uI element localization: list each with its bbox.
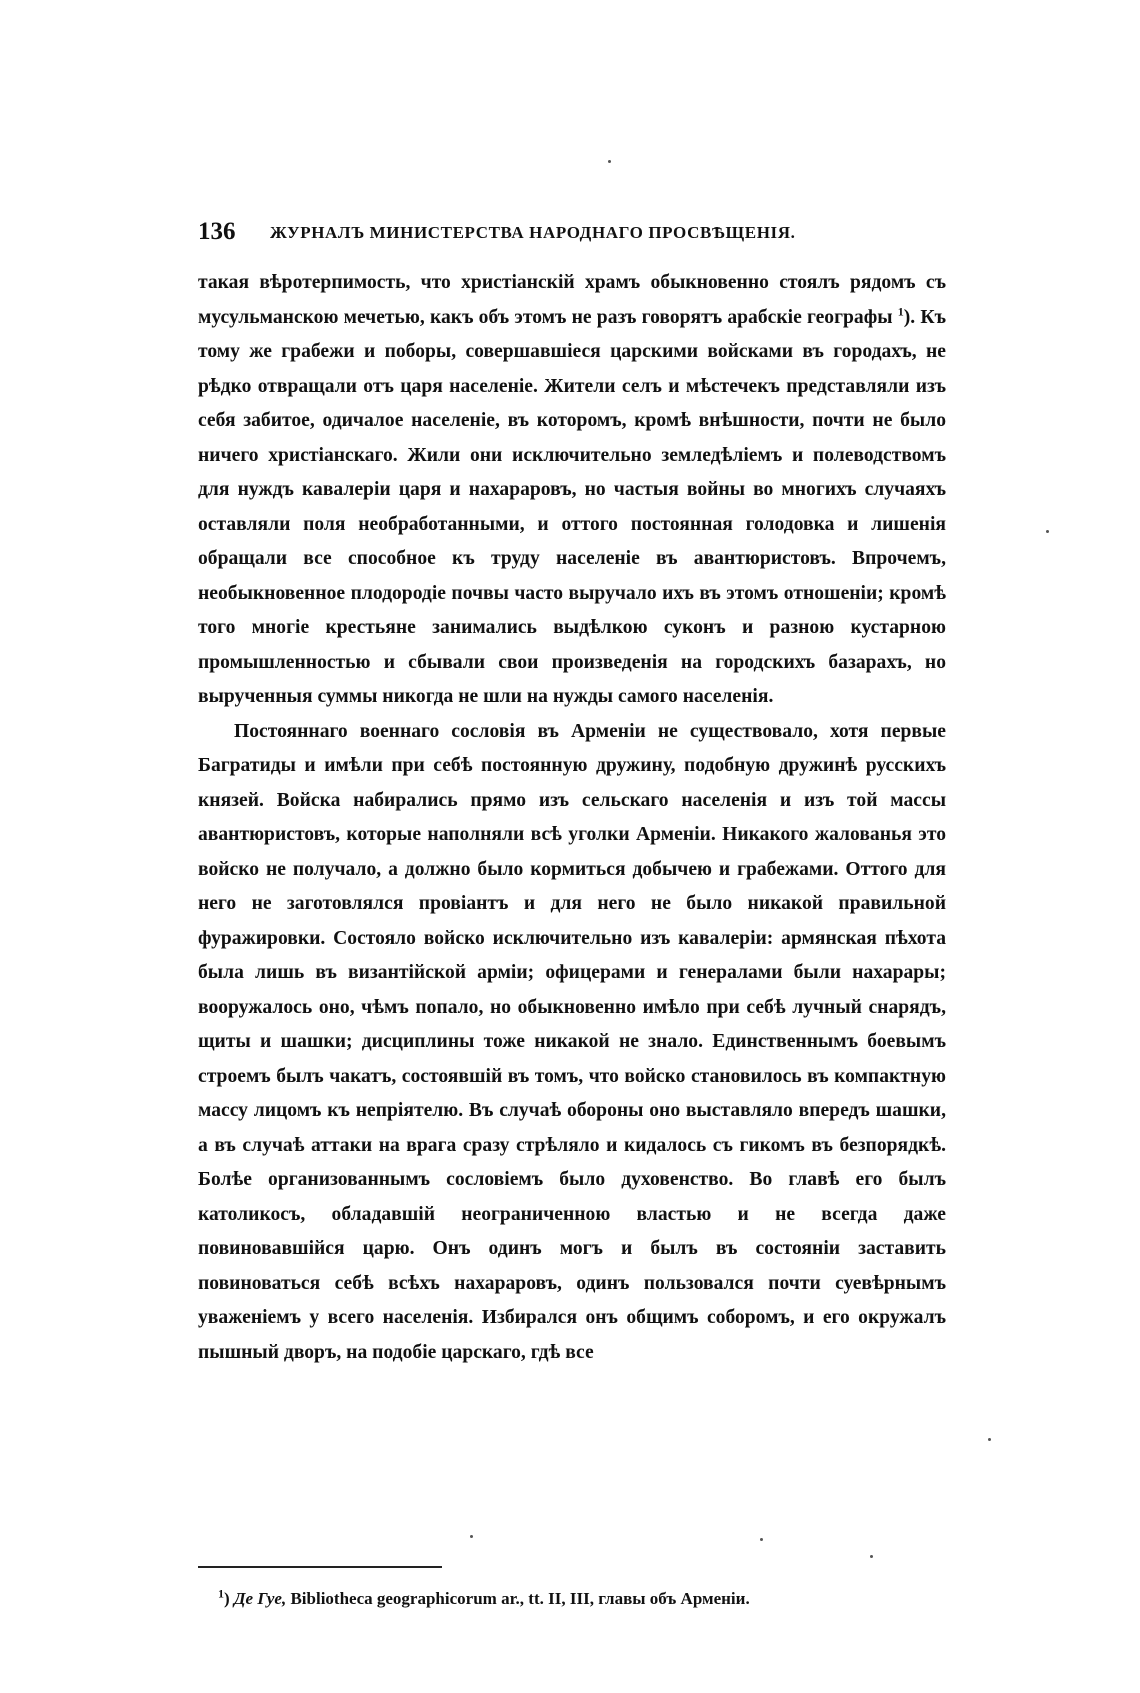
footnote-reference: 1 bbox=[897, 303, 904, 318]
scan-speck bbox=[988, 1438, 991, 1441]
paragraph-2: Постояннаго военнаго сословія въ Арменіи не существовало, хотя первые Багратиды и имѣли при себѣ постоянную дружину, подобную дружинѣ русскихъ князей. Войска набирались прямо изъ сельскаго населенія и изъ той массы авантюристовъ, которые наполняли всѣ уголки Арменіи. Никакого жалованья это войско не получало, а должно было кормиться добычею и грабежами. Оттого для него не заготовлялся провіантъ и для него не было никакой правильной фуражировки. Состояло войско исключительно изъ кавалеріи: армянская пѣхота была лишь въ византійской арміи; офицерами и генералами были нахарары; вооружалось оно, чѣмъ попало, но обыкновенно имѣло при себѣ лучный снарядъ, щиты и шашки; дисциплины тоже никакой не знало. Единственнымъ боевымъ строемъ былъ чакатъ, состоявшій въ томъ, что войско становилось въ компактную массу лицомъ къ непріятелю. Въ случаѣ обороны оно выставляло впередъ шашки, а въ случаѣ аттаки на врага сразу стрѣляло и кидалось съ гикомъ въ безпорядкѣ. Болѣе организованнымъ сословіемъ было духовенство. Во главѣ его былъ католикосъ, обладавшій неограниченною властью и не всегда даже повиновавшійся царю. Онъ одинъ могъ и былъ въ состояніи заставить повиноваться себѣ всѣхъ нахараровъ, одинъ пользовался почти суевѣрнымъ уваженіемъ у всего населенія. Избирался онъ общимъ соборомъ, и его окружалъ пышный дворъ, на подобіе царскаго, гдѣ все bbox=[198, 720, 946, 1363]
footnote bbox=[218, 1586, 958, 1612]
body-text bbox=[198, 266, 946, 1370]
footnote-paren: ) bbox=[224, 1589, 234, 1608]
journal-title: ЖУРНАЛЪ МИНИСТЕРСТВА НАРОДНАГО ПРОСВѢЩЕНІЯ. bbox=[270, 223, 796, 242]
running-head bbox=[198, 215, 946, 255]
paragraph-1 bbox=[198, 266, 946, 715]
footnote-text: Bibliotheca geographicorum ar., tt. II, III, главы объ Арменіи. bbox=[290, 1589, 750, 1608]
scan-speck bbox=[870, 1555, 873, 1558]
paragraph-1-text-after-note: ). Къ тому же грабежи и поборы, совершавшіеся царскими войсками въ городахъ, не рѣдко отвращали отъ царя населеніе. Жители селъ и мѣстечекъ представляли изъ себя забитое, одичалое населеніе, въ которомъ, кромѣ внѣшности, почти не было ничего христіанскаго. Жили они исключительно земледѣліемъ и полеводствомъ для нуждъ кавалеріи царя и нахараровъ, но частыя войны во многихъ случаяхъ оставляли поля необработанными, и оттого постоянная голодовка и лишенія обращали все способное къ труду населеніе въ авантюристовъ. Впрочемъ, необыкновенное плодородіе почвы часто выручало ихъ въ этомъ отношеніи; кромѣ того многіе крестьяне занимались выдѣлкою суконъ и разною кустарною промышленностью и сбывали свои произведенія на городскихъ базарахъ, но вырученныя суммы никогда не шли на нужды самого населенія. bbox=[198, 306, 946, 707]
paragraph-1-text-before-note: такая вѣротерпимость, что христіанскій храмъ обыкновенно стоялъ рядомъ съ мусульманскою мечетью, какъ объ этомъ не разъ говорятъ арабскіе географы bbox=[198, 272, 946, 328]
footnote-author: Де Гуе, bbox=[233, 1589, 287, 1608]
page-number: 136 bbox=[198, 218, 236, 245]
scan-speck bbox=[608, 160, 611, 163]
scan-speck bbox=[760, 1538, 763, 1541]
scan-speck bbox=[470, 1535, 473, 1538]
footnote-marker: 1 bbox=[218, 1586, 224, 1601]
scan-speck bbox=[1046, 530, 1049, 533]
footnote-divider bbox=[198, 1566, 442, 1568]
